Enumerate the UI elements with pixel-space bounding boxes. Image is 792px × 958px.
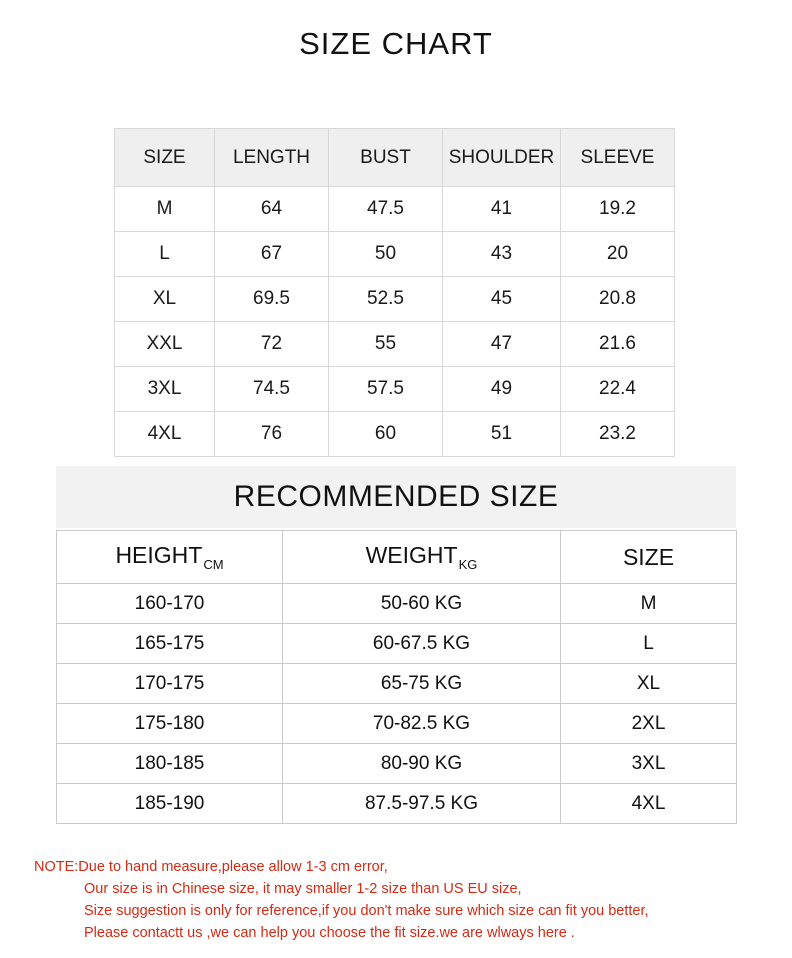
cell-sleeve: 20.8 <box>561 277 675 322</box>
cell-size: 4XL <box>115 412 215 457</box>
table-row <box>57 784 737 824</box>
table-header-row <box>115 129 675 187</box>
table-row <box>115 412 675 457</box>
column-header-weight <box>283 531 561 584</box>
page-title: SIZE CHART <box>299 26 493 61</box>
column-header-sleeve: SLEEVE <box>561 129 675 187</box>
table-row <box>57 744 737 784</box>
cell-size: M <box>115 187 215 232</box>
cell-bust: 47.5 <box>329 187 443 232</box>
cell-size: L <box>561 624 737 664</box>
cell-weight: 80-90 KG <box>283 744 561 784</box>
cell-length: 74.5 <box>215 367 329 412</box>
cell-shoulder: 45 <box>443 277 561 322</box>
column-header-length: LENGTH <box>215 129 329 187</box>
cell-sleeve: 19.2 <box>561 187 675 232</box>
cell-size: 4XL <box>561 784 737 824</box>
cell-height: 175-180 <box>57 704 283 744</box>
recommended-size-banner <box>56 466 736 528</box>
table-row <box>115 367 675 412</box>
cell-shoulder: 51 <box>443 412 561 457</box>
cell-sleeve: 21.6 <box>561 322 675 367</box>
cell-bust: 57.5 <box>329 367 443 412</box>
cell-sleeve: 22.4 <box>561 367 675 412</box>
recommended-size-title: RECOMMENDED SIZE <box>233 480 559 513</box>
cell-length: 67 <box>215 232 329 277</box>
table-header-row <box>57 531 737 584</box>
table-row <box>57 624 737 664</box>
note-line-4: Please contactt us ,we can help you choose the fit size.we are wlways here . <box>84 925 575 941</box>
recommended-size-section <box>56 530 736 824</box>
table-row <box>57 704 737 744</box>
size-chart-table <box>114 128 675 457</box>
column-header-weight-label: WEIGHT <box>365 542 458 569</box>
cell-sleeve: 23.2 <box>561 412 675 457</box>
cell-shoulder: 41 <box>443 187 561 232</box>
cell-height: 180-185 <box>57 744 283 784</box>
cell-bust: 52.5 <box>329 277 443 322</box>
column-header-size <box>561 531 737 584</box>
cell-length: 72 <box>215 322 329 367</box>
column-header-weight-unit: KG <box>458 556 478 572</box>
cell-size: XXL <box>115 322 215 367</box>
notes-block <box>34 856 774 944</box>
cell-bust: 50 <box>329 232 443 277</box>
note-line-1: NOTE:Due to hand measure,please allow 1-3 cm error, <box>34 859 388 875</box>
cell-weight: 70-82.5 KG <box>283 704 561 744</box>
table-row <box>57 664 737 704</box>
table-row <box>57 584 737 624</box>
table-row <box>115 322 675 367</box>
cell-bust: 60 <box>329 412 443 457</box>
column-header-bust: BUST <box>329 129 443 187</box>
cell-bust: 55 <box>329 322 443 367</box>
cell-size: 3XL <box>115 367 215 412</box>
cell-size: 2XL <box>561 704 737 744</box>
cell-size: M <box>561 584 737 624</box>
cell-size: L <box>115 232 215 277</box>
table-row <box>115 232 675 277</box>
cell-height: 185-190 <box>57 784 283 824</box>
table-row <box>115 277 675 322</box>
cell-shoulder: 47 <box>443 322 561 367</box>
size-chart-section <box>114 128 674 457</box>
column-header-shoulder: SHOULDER <box>443 129 561 187</box>
column-header-size-label: SIZE <box>622 543 675 570</box>
cell-size: XL <box>561 664 737 704</box>
cell-size: XL <box>115 277 215 322</box>
cell-length: 69.5 <box>215 277 329 322</box>
cell-height: 170-175 <box>57 664 283 704</box>
cell-height: 160-170 <box>57 584 283 624</box>
column-header-height <box>57 531 283 584</box>
cell-weight: 65-75 KG <box>283 664 561 704</box>
cell-length: 64 <box>215 187 329 232</box>
column-header-height-unit: CM <box>203 556 224 572</box>
cell-shoulder: 43 <box>443 232 561 277</box>
column-header-height-label: HEIGHT <box>115 542 203 569</box>
cell-shoulder: 49 <box>443 367 561 412</box>
cell-length: 76 <box>215 412 329 457</box>
table-row <box>115 187 675 232</box>
column-header-size: SIZE <box>115 129 215 187</box>
cell-weight: 60-67.5 KG <box>283 624 561 664</box>
cell-weight: 50-60 KG <box>283 584 561 624</box>
recommended-size-table <box>56 530 737 824</box>
note-line-2: Our size is in Chinese size, it may smaller 1-2 size than US EU size, <box>84 881 522 897</box>
cell-weight: 87.5-97.5 KG <box>283 784 561 824</box>
cell-sleeve: 20 <box>561 232 675 277</box>
cell-height: 165-175 <box>57 624 283 664</box>
cell-size: 3XL <box>561 744 737 784</box>
note-line-3: Size suggestion is only for reference,if you don't make sure which size can fit you better, <box>84 903 649 919</box>
